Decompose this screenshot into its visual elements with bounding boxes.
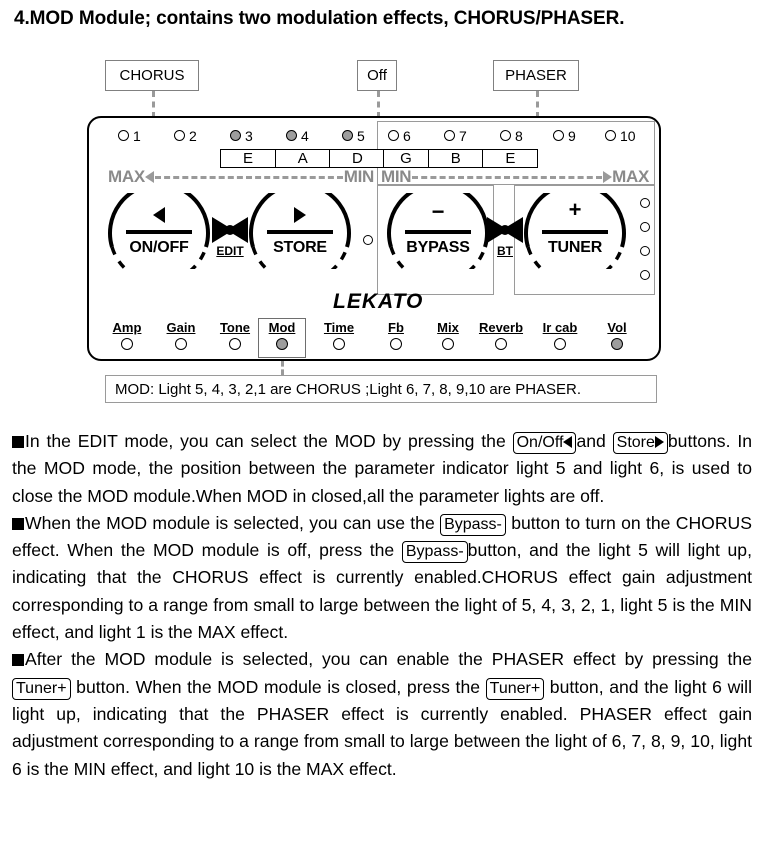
- page-title: 4.MOD Module; contains two modulation effects, CHORUS/PHASER.: [14, 8, 625, 29]
- scale-left-dashline: [155, 176, 343, 179]
- footswitch-bar-tuner: [542, 230, 608, 234]
- footswitch-label-tuner: TUNER: [547, 239, 603, 256]
- key-bypass-2[interactable]: Bypass-: [402, 541, 468, 563]
- indicator-led-7: [444, 130, 455, 141]
- indicator-led-label-4: 4: [301, 128, 309, 144]
- scale-right-arrow-icon: [603, 171, 612, 183]
- key-on-off-label: On/Off: [516, 434, 564, 451]
- plus-icon: +: [568, 197, 582, 222]
- body-text: [12, 428, 752, 783]
- param-led-fb: [390, 338, 402, 350]
- footswitch-store[interactable]: [248, 193, 352, 269]
- param-label-gain: Gain: [166, 320, 196, 335]
- scale-right-max-label: MAX: [612, 167, 649, 186]
- footswitch-bar-on-off: [126, 230, 192, 234]
- indicator-led-1: [118, 130, 129, 141]
- brand-logo: LEKATO: [333, 290, 424, 313]
- param-label-reverb: Reverb: [478, 320, 524, 335]
- p3-text-b: button. When the MOD module is closed, press the: [70, 676, 486, 697]
- footswitch-on-off[interactable]: [107, 193, 211, 269]
- indicator-led-6: [388, 130, 399, 141]
- key-bypass-1[interactable]: Bypass-: [440, 514, 506, 536]
- note-box-e-low: E: [220, 149, 276, 168]
- scale-left-min-label: MIN: [343, 167, 374, 186]
- note-box-g: G: [383, 149, 429, 168]
- p1-text-c: buttons. In the MOD mode, the position between the parameter indicator light 5 and light 6, is used to close the MOD module.When MOD in closed,all the parameter lights are off.: [12, 431, 753, 506]
- callout-phaser: PHASER: [493, 60, 579, 91]
- indicator-led-10: [605, 130, 616, 141]
- left-arrow-icon: [107, 207, 211, 227]
- param-label-fb: Fb: [388, 320, 404, 335]
- param-led-ir-cab: [554, 338, 566, 350]
- leader-line-off: [377, 91, 380, 118]
- param-mod[interactable]: [254, 321, 310, 350]
- scale-phaser: [381, 167, 649, 187]
- scale-right-dashline: [412, 176, 602, 179]
- indicator-led-label-5: 5: [357, 128, 365, 144]
- leader-line-mod-caption: [281, 361, 284, 375]
- p1-text-b: and: [576, 431, 613, 451]
- indicator-led-label-2: 2: [189, 128, 197, 144]
- param-label-amp: Amp: [112, 320, 142, 335]
- connector-edit[interactable]: [210, 215, 250, 245]
- side-circle-3: [640, 246, 650, 256]
- p3-text-c: button, and the light 6 will light up, indicating that the PHASER effect is currently enabled. PHASER effect gain adjustment corresponding to a range from small to large between the light of 6, 7, 8, 9, 10, light 6 is the MIN effect, and light 10 is the MAX effect.: [12, 676, 753, 779]
- footswitch-tuner[interactable]: [523, 193, 627, 269]
- indicator-led-label-10: 10: [620, 128, 636, 144]
- note-box-b: B: [428, 149, 484, 168]
- param-ir-cab[interactable]: [531, 321, 589, 350]
- param-reverb[interactable]: [470, 321, 532, 350]
- indicator-led-label-1: 1: [133, 128, 141, 144]
- note-boxes-right: [383, 149, 537, 168]
- p2-text-a: When the MOD module is selected, you can use the: [25, 512, 441, 533]
- key-tuner-2[interactable]: Tuner+: [486, 678, 545, 700]
- param-led-mod: [276, 338, 288, 350]
- leader-line-phaser: [536, 91, 539, 118]
- key-store-label: Store: [616, 434, 655, 451]
- note-box-d: D: [329, 149, 385, 168]
- param-label-mod: Mod: [268, 320, 296, 335]
- callout-off: Off: [357, 60, 397, 91]
- note-boxes-left: [220, 149, 395, 168]
- minus-icon: −: [431, 199, 445, 224]
- right-arrow-icon-key: [655, 436, 664, 448]
- footswitch-bar-bypass: [405, 230, 471, 234]
- indicator-led-5: [342, 130, 353, 141]
- param-led-reverb: [495, 338, 507, 350]
- status-circle: [363, 235, 373, 245]
- p1-text-a: In the EDIT mode, you can select the MOD by pressing the: [25, 431, 513, 451]
- param-led-amp: [121, 338, 133, 350]
- param-led-vol: [611, 338, 623, 350]
- paragraph-3: [12, 646, 752, 782]
- bullet-square-icon-2: [12, 518, 24, 530]
- indicator-led-3: [230, 130, 241, 141]
- indicator-led-9: [553, 130, 564, 141]
- bullet-square-icon: [12, 436, 24, 448]
- param-label-mix: Mix: [437, 320, 459, 335]
- p2-text-c: button, and the light 5 will light up, indicating that the CHORUS effect is currently enabled.CHORUS effect gain adjustment corresponding to a range from small to large between the light of 5, 4, 3, 2, 1, light 5 is the MIN effect, and light 1 is the MAX effect.: [12, 540, 752, 643]
- param-amp[interactable]: [99, 321, 155, 350]
- param-gain[interactable]: [153, 321, 209, 350]
- key-tuner-1[interactable]: Tuner+: [12, 678, 71, 700]
- paragraph-2: [12, 510, 752, 646]
- param-vol[interactable]: [589, 321, 645, 350]
- indicator-led-label-6: 6: [403, 128, 411, 144]
- connector-label-bt: BT: [497, 244, 513, 258]
- caption-box: [105, 375, 657, 403]
- param-label-vol: Vol: [607, 320, 627, 335]
- indicator-led-8: [500, 130, 511, 141]
- footswitch-bypass[interactable]: [386, 193, 490, 269]
- p3-text-a: After the MOD module is selected, you can enable the PHASER effect by pressing the: [25, 649, 752, 670]
- key-on-off[interactable]: [513, 432, 577, 454]
- param-led-tone: [229, 338, 241, 350]
- param-label-tone: Tone: [219, 320, 251, 335]
- callout-chorus: CHORUS: [105, 60, 199, 91]
- note-box-a: A: [275, 149, 331, 168]
- right-arrow-icon: [248, 207, 352, 227]
- indicator-led-label-3: 3: [245, 128, 253, 144]
- connector-label-edit: EDIT: [216, 244, 244, 258]
- bowtie-icon-bt: [485, 215, 525, 245]
- indicator-led-label-7: 7: [459, 128, 467, 144]
- param-led-time: [333, 338, 345, 350]
- side-circle-1: [640, 198, 650, 208]
- footswitch-bar-store: [267, 230, 333, 234]
- scale-right-min-label: MIN: [381, 167, 412, 186]
- indicator-led-2: [174, 130, 185, 141]
- footswitch-label-store: STORE: [273, 239, 327, 256]
- note-box-e-high: E: [482, 149, 538, 168]
- connector-bt[interactable]: [485, 215, 525, 245]
- param-led-gain: [175, 338, 187, 350]
- footswitch-label-on-off: ON/OFF: [129, 239, 189, 256]
- left-arrow-icon-key: [563, 436, 572, 448]
- param-label-time: Time: [323, 320, 355, 335]
- bowtie-icon-edit: [210, 215, 250, 245]
- side-circle-2: [640, 222, 650, 232]
- side-circle-4: [640, 270, 650, 280]
- leader-line-chorus: [152, 91, 155, 118]
- p2-text-b: button to turn on the CHORUS effect. When the MOD module is off, press the: [12, 512, 752, 561]
- caption-text: MOD: Light 5, 4, 3, 2,1 are CHORUS ;Light 6, 7, 8, 9,10 are PHASER.: [115, 380, 582, 398]
- scale-left-max-label: MAX: [108, 167, 145, 186]
- indicator-led-4: [286, 130, 297, 141]
- scale-chorus: [108, 167, 374, 187]
- indicator-led-label-9: 9: [568, 128, 576, 144]
- scale-left-arrow-icon: [145, 171, 154, 183]
- param-label-ir-cab: Ir cab: [542, 320, 578, 335]
- key-store[interactable]: [613, 432, 668, 454]
- indicator-led-label-8: 8: [515, 128, 523, 144]
- bullet-square-icon-3: [12, 654, 24, 666]
- paragraph-1: [12, 428, 752, 510]
- param-mix[interactable]: [420, 321, 476, 350]
- pedal-device-diagram: [87, 116, 661, 361]
- param-led-mix: [442, 338, 454, 350]
- footswitch-label-bypass: BYPASS: [406, 239, 470, 256]
- param-time[interactable]: [311, 321, 367, 350]
- param-fb[interactable]: [368, 321, 424, 350]
